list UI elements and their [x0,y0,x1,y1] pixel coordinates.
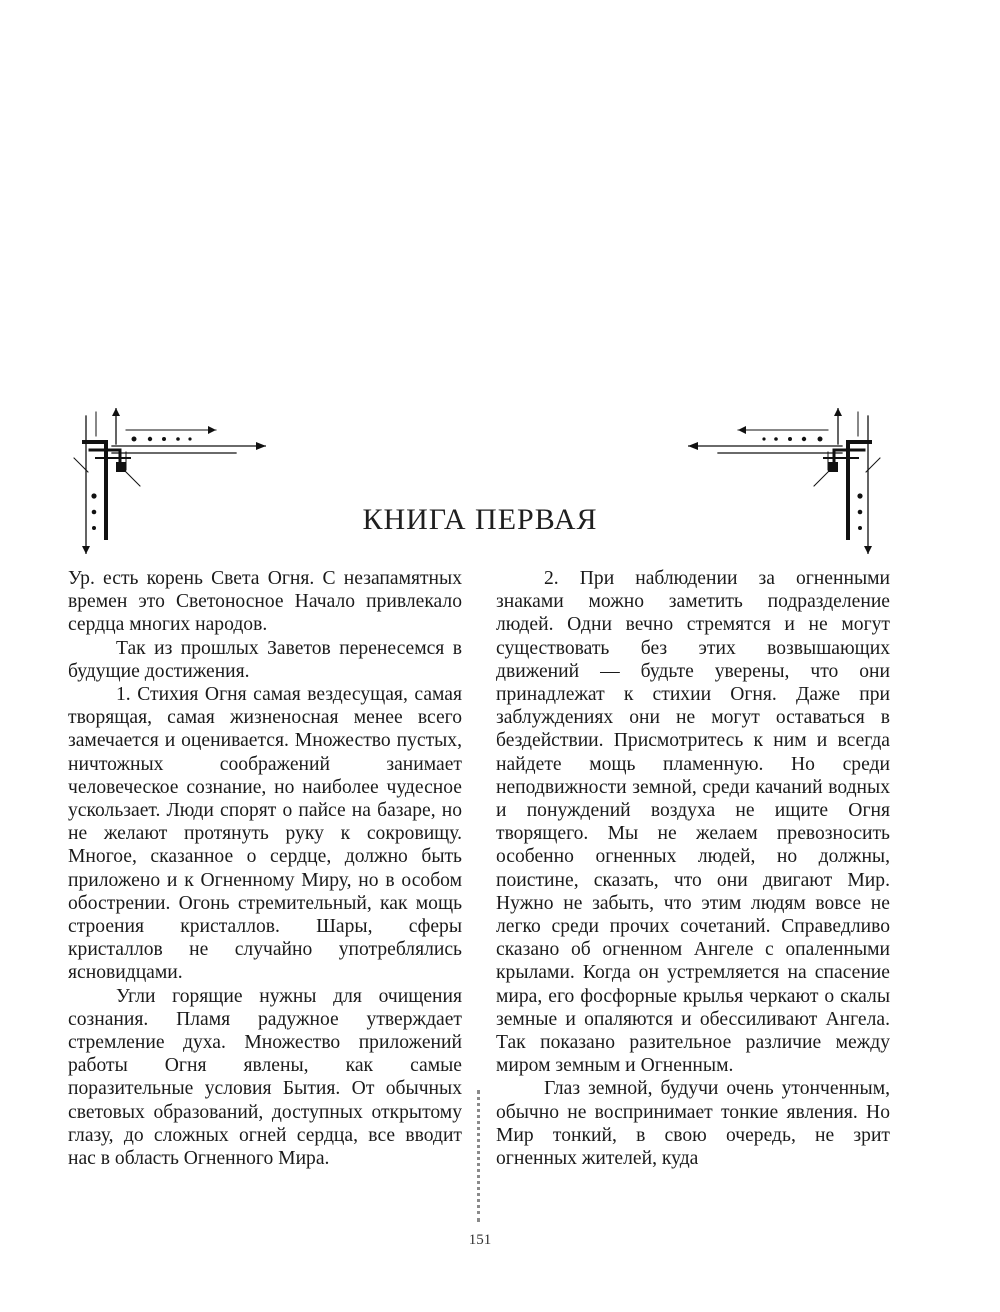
paragraph: Так из прошлых Заветов перенесемся в будущие достижения. [68,637,462,682]
paragraph: Угли горящие нужны для очищения сознания. Пламя радужное утверждает стремление духа. Множество приложений работы Огня явлены, как самые поразительные условия Бытия. От обычных световых образований, доступных открытому глазу, до сложных огней сердца, все вводит нас в область Огненного Мира. [68,985,462,1170]
chapter-title: КНИГА ПЕРВАЯ [362,503,598,536]
text-column-left [68,567,462,1170]
paragraph: 2. При наблюдении за огненными знаками можно заметить подразделение людей. Одни вечно стремятся и не могут существовать без этих возвышающих движений — будьте уверены, что они принадлежат к стихии Огня. Даже при заблуждениях они не могут оставаться в бездействии. Присмотритесь к ним и всегда найдете мощь пламенную. Но среди неподвижности земной, среди качаний водных и понуждений воздуха не ищите Огня творящего. Мы не желаем превозносить особенно огненных людей, но должны, поистине, сказать, что они двигают Мир. Нужно не забыть, что этим людям вовсе не легко среди прочих сочетаний. Справедливо сказано об огненном Ангеле с опаленными крылами. Когда он устремляется на спасение мира, его фосфорные крылья черкают о скалы земные и опаляются и обессиливают Ангела. Так показано разительное различие между миром земным и Огненным. [496,568,890,1077]
paragraph: Ур. есть корень Света Огня. С незапамятных времен это Светоносное Начало привлекало сердца многих народов. [68,568,462,636]
column-divider [477,1090,480,1222]
page-number: 151 [468,1232,492,1248]
text-column-right [496,567,890,1170]
paragraph: 1. Стихия Огня самая вездесущая, самая творящая, самая жизненосная менее всего замечается и оценивается. Множество пустых, ничтожных соображений занимает человеческое сознание, но наиболее чудесное ускользает. Люди спорят о пайсе на базаре, но не желают протянуть руку к сокровищу. Многое, сказанное о сердце, должно быть приложено и к Огненному Миру, но в особом обострении. Огонь стремительный, как мощь строения кристаллов. Шары, сферы кристаллов не случайно употреблялись ясновидцами. [68,684,462,984]
paragraph: Глаз земной, будучи очень утонченным, обычно не воспринимает тонкие явления. Но Мир тонкий, в свою очередь, не зрит огненных жителей, куда [496,1078,890,1170]
